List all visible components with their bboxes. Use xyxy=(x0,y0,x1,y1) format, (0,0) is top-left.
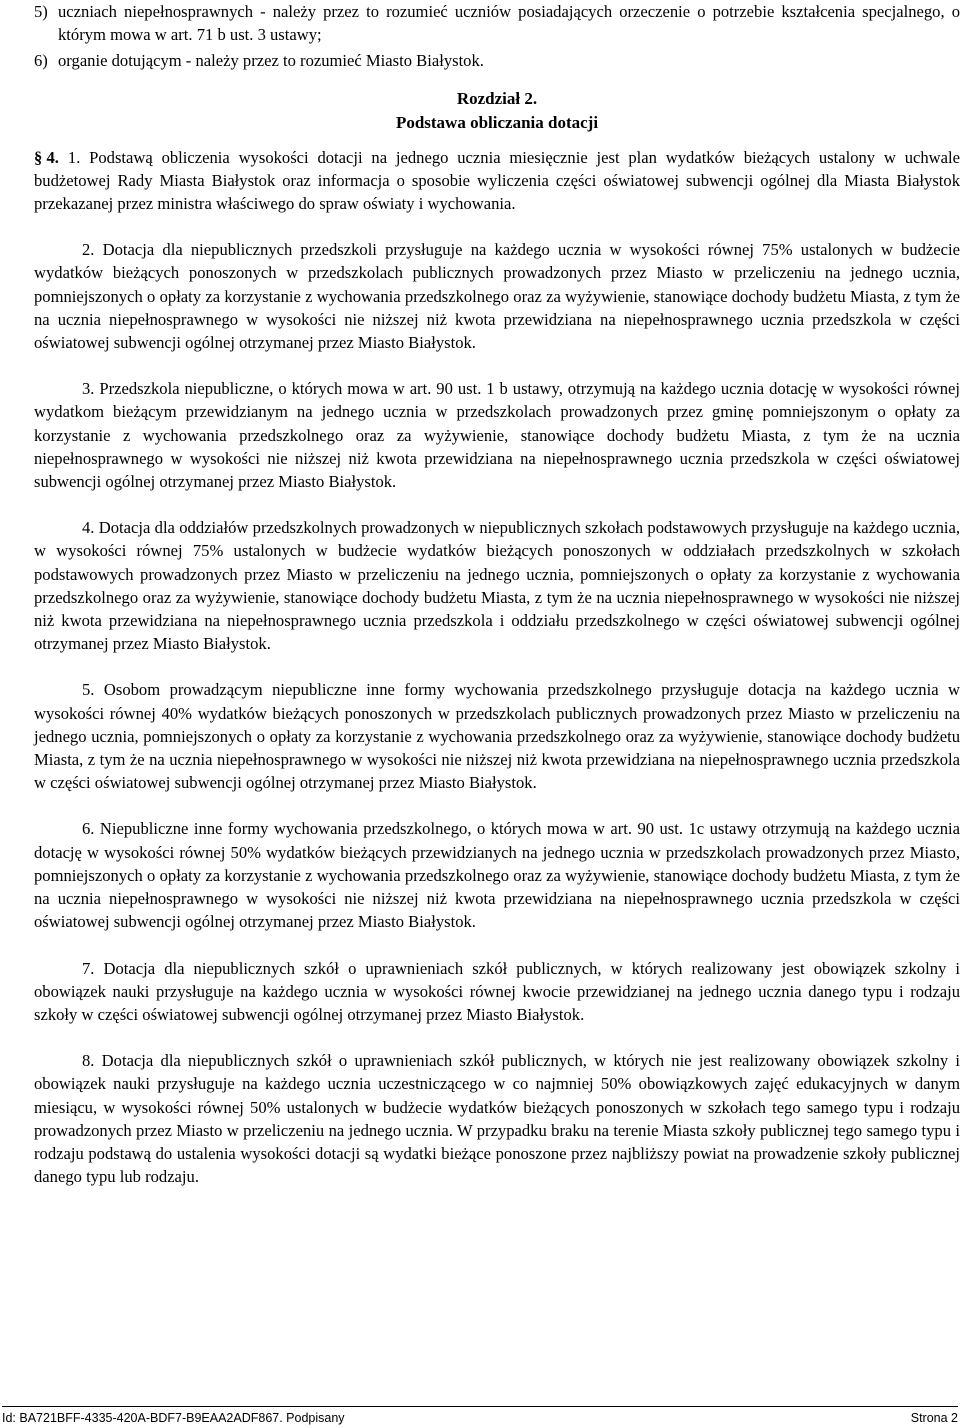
list-item-6 xyxy=(34,49,960,72)
chapter-number: Rozdział 2. xyxy=(456,88,538,108)
page-footer xyxy=(2,1406,958,1426)
paragraph-2: 2. Dotacja dla niepublicznych przedszkoli przysługuje na każdego ucznia w wysokości równej 75% ustalonych w budżecie wydatków bieżących ponoszonych w przedszkolach publicznych prowadzonych przez Miasto w przeliczeniu na jednego ucznia, pomniejszonych o opłaty za korzystanie z wychowania przedszkolnego oraz za wyżywienie, stanowiące dochody budżetu Miasta, z tym że na ucznia niepełnosprawnego w wysokości nie niższej niż kwota przewidziana na niepełnosprawnego ucznia przedszkola w części oświatowej subwencji ogólnej otrzymanej przez Miasto Białystok. xyxy=(34,240,960,353)
document-body xyxy=(34,0,960,1188)
paragraph-3: 3. Przedszkola niepubliczne, o których mowa w art. 90 ust. 1 b ustawy, otrzymują na każdego ucznia dotację w wysokości równej wydatkom bieżącym przewidzianym na jednego ucznia w przedszkolach prowadzonych przez gminę pomniejszonym o opłaty za korzystanie z wychowania przedszkolnego oraz za wyżywienie, stanowiące dochody budżetu Miasta, z tym że na ucznia niepełnosprawnego w wysokości nie niższej niż kwota przewidziana na niepełnosprawnego ucznia przedszkola w części oświatowej subwencji ogólnej otrzymanej przez Miasto Białystok. xyxy=(34,379,960,492)
document-id: Id: BA721BFF-4335-420A-BDF7-B9EAA2ADF867. Podpisany xyxy=(2,1411,345,1425)
list-item-number: 6) xyxy=(34,51,48,71)
paragraph-1 xyxy=(34,146,960,216)
page-number: Strona 2 xyxy=(910,1411,958,1425)
paragraph-4: 4. Dotacja dla oddziałów przedszkolnych prowadzonych w niepublicznych szkołach podstawowych przysługuje na każdego ucznia, w wysokości równej 75% ustalonych w budżecie wydatków bieżących ponoszonych w oddziałach przedszkolnych w szkołach podstawowych prowadzonych przez Miasto w przeliczeniu na jednego ucznia, pomniejszonych o opłaty za korzystanie z wychowania przedszkolnego oraz za wyżywienie, stanowiące dochody budżetu Miasta, z tym że na ucznia niepełnosprawnego w wysokości nie niższej niż kwota przewidziana na niepełnosprawnego ucznia przedszkola i oddziału przedszkolnego w części oświatowej subwencji ogólnej otrzymanej przez Miasto Białystok. xyxy=(34,518,960,654)
paragraph-6: 6. Niepubliczne inne formy wychowania przedszkolnego, o których mowa w art. 90 ust. 1c ustawy otrzymują na każdego ucznia dotację w wysokości równej 50% wydatków bieżących przewidzianych na jednego ucznia w przedszkolach prowadzonych przez Miasto, pomniejszonych o opłaty za korzystanie z wychowania przedszkolnego oraz za wyżywienie, stanowiące dochody budżetu Miasta, z tym że na ucznia niepełnosprawnego w wysokości nie niższej niż kwota przewidziana na niepełnosprawnego ucznia przedszkola w części oświatowej subwencji ogólnej otrzymanej przez Miasto Białystok. xyxy=(34,819,960,932)
list-item-text: organie dotującym - należy przez to rozumieć Miasto Białystok. xyxy=(58,51,484,71)
list-item-text: uczniach niepełnosprawnych - należy przez to rozumieć uczniów posiadających orzeczenie o potrzebie kształcenia specjalnego, o którym mowa w art. 71 b ust. 3 ustawy; xyxy=(58,2,960,45)
list-item-5 xyxy=(34,0,960,46)
paragraph-text: 1. Podstawą obliczenia wysokości dotacji na jednego ucznia miesięcznie jest plan wydatków bieżących ustalony w uchwale budżetowej Rady Miasta Białystok oraz informacja o sposobie wyliczenia części oświatowej subwencji ogólnej dla Miasta Białystok przekazanej przez ministra właściwego do spraw oświaty i wychowania. xyxy=(34,147,960,214)
paragraph-7: 7. Dotacja dla niepublicznych szkół o uprawnieniach szkół publicznych, w których realizowany jest obowiązek szkolny i obowiązek nauki przysługuje na każdego ucznia w wysokości równej kwocie przewidzianej na jednego ucznia danego typu i rodzaju szkoły w części oświatowej subwencji ogólnej otrzymanej przez Miasto Białystok. xyxy=(34,958,960,1024)
list-item-number: 5) xyxy=(34,2,48,21)
paragraph-5: 5. Osobom prowadzącym niepubliczne inne formy wychowania przedszkolnego przysługuje dotacja na każdego ucznia w wysokości równej 40% wydatków bieżących ponoszonych w przedszkolach publicznych prowadzonych przez Miasto w przeliczeniu na jednego ucznia, pomniejszonych o opłaty za korzystanie z wychowania przedszkolnego oraz za wyżywienie, stanowiące dochody budżetu Miasta, z tym że na ucznia niepełnosprawnego w wysokości nie niższej niż kwota przewidziana na niepełnosprawnego ucznia przedszkola w części oświatowej subwencji ogólnej otrzymanej przez Miasto Białystok. xyxy=(34,680,960,793)
section-symbol: § 4. xyxy=(34,147,59,167)
paragraph-8: 8. Dotacja dla niepublicznych szkół o uprawnieniach szkół publicznych, w których nie jest realizowany obowiązek szkolny i obowiązek nauki przysługuje na każdego ucznia uczestniczącego w co najmniej 50% obowiązkowych zajęć edukacyjnych w danym miesiącu, w wysokości równej 50% ustalonych w budżecie wydatków bieżących ponoszonych w szkołach tego samego typu i rodzaju prowadzonych przez Miasto w przeliczeniu na jednego ucznia. W przypadku braku na terenie Miasta szkoły publicznej tego samego typu i rodzaju podstawą do ustalenia wysokości dotacji są wydatki bieżące ponoszone przez najbliższy powiat na prowadzenie szkoły publicznej danego typu lub rodzaju. xyxy=(34,1051,960,1187)
chapter-title: Podstawa obliczania dotacji xyxy=(395,112,599,132)
